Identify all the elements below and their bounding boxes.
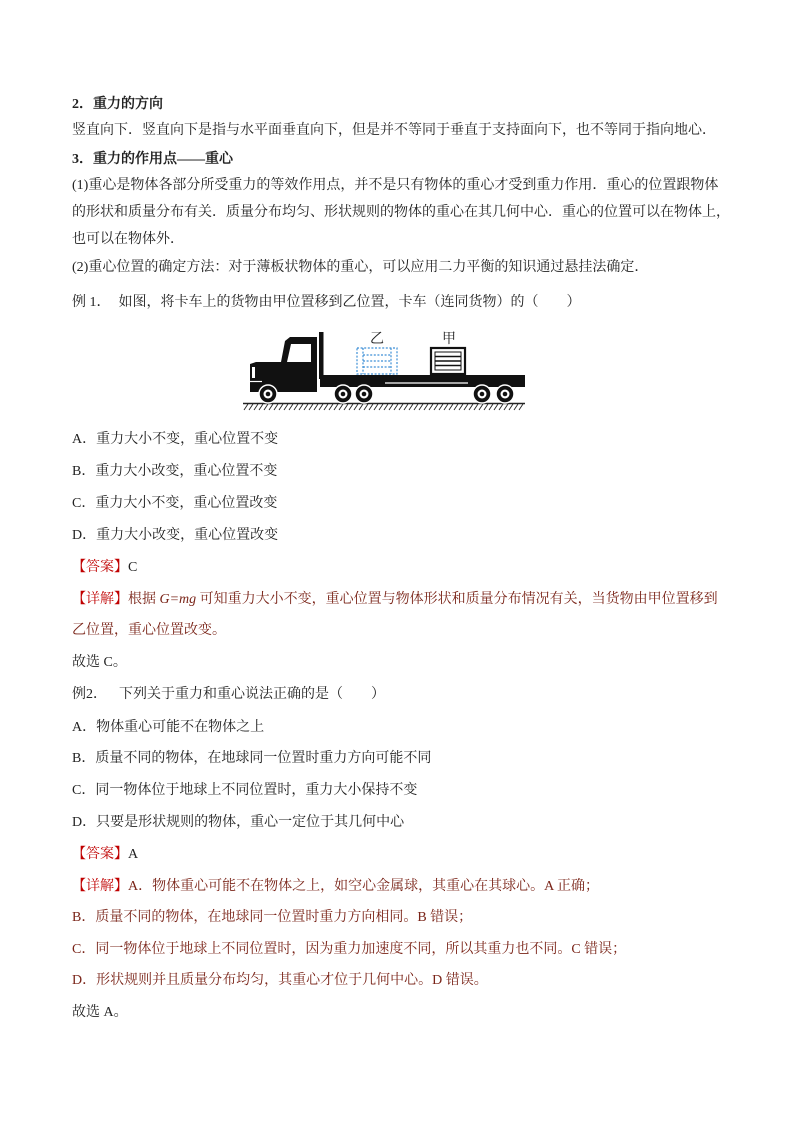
cab-grille (252, 367, 255, 378)
example1-answer (72, 559, 137, 577)
wheel (334, 385, 352, 403)
hatch-line (389, 404, 393, 410)
hatch-line (394, 404, 398, 410)
hatch-line (264, 404, 268, 410)
hatch-line (329, 404, 333, 410)
hatch-line (294, 404, 298, 410)
example1-explanation-line (72, 591, 718, 609)
answer-label: 【答案】 (72, 847, 128, 862)
explanation-text: 可知重力大小不变，重心位置与物体形状和质量分布情况有关，当货物由甲位置移到 (196, 592, 718, 607)
truck-figure (240, 326, 530, 418)
point1-line: 的形状和质量分布有关．质量分布均匀、形状规则的物体的重心在其几何中心．重心的位置可以在物体上， (72, 205, 730, 220)
hatch-line (244, 404, 248, 410)
hatch-line (254, 404, 258, 410)
hatch-line (284, 404, 288, 410)
explanation-label: 【详解】 (72, 879, 128, 894)
answer-value: C (128, 560, 138, 575)
example1-question (72, 294, 581, 312)
label-yi: 乙 (370, 331, 384, 347)
answer-label: 【答案】 (72, 560, 128, 575)
answer-value: A (128, 847, 139, 862)
hatch-line (479, 404, 483, 410)
hatch-line (349, 404, 353, 410)
hatch-line (424, 404, 428, 410)
hatch-line (379, 404, 383, 410)
hatch-line (499, 404, 503, 410)
example1-conclusion: 故选 C。 (72, 655, 127, 670)
hatch-line (459, 404, 463, 410)
wheel-hub (362, 392, 367, 397)
wheel (355, 385, 373, 403)
hatch-line (429, 404, 433, 410)
hatch-line (504, 404, 508, 410)
hatch-line (464, 404, 468, 410)
hatch-line (454, 404, 458, 410)
hatch-line (319, 404, 323, 410)
hatch-line (274, 404, 278, 410)
example2-stem: 下列关于重力和重心说法正确的是（ ） (119, 687, 385, 702)
hatch-line (414, 404, 418, 410)
hatch-line (259, 404, 263, 410)
example1-option-d: D．重力大小改变，重心位置改变 (72, 528, 279, 543)
hatch-line (519, 404, 523, 410)
hatch-line (344, 404, 348, 410)
hatch-line (299, 404, 303, 410)
hatch-line (434, 404, 438, 410)
hatch-line (249, 404, 253, 410)
truck (250, 332, 525, 403)
cargo-position-yi (357, 331, 397, 374)
heading-center-of-gravity: 3．重力的作用点——重心 (72, 152, 233, 167)
gravity-direction-text: 竖直向下．竖直向下是指与水平面垂直向下，但是并不等同于垂直于支持面向下，也不等同于指向地心． (72, 123, 716, 138)
example2-option-b: B．质量不同的物体，在地球同一位置时重力方向可能不同 (72, 751, 432, 766)
example2-label: 例2． (72, 687, 107, 702)
point1-line: 也可以在物体外． (72, 232, 184, 247)
hatch-line (494, 404, 498, 410)
example1-option-c: C．重力大小不变，重心位置改变 (72, 496, 278, 511)
wheel (259, 385, 277, 403)
wheel (496, 385, 514, 403)
hatch-line (324, 404, 328, 410)
wheel-hub (266, 392, 271, 397)
hatch-line (469, 404, 473, 410)
cab-window (287, 344, 311, 362)
hatch-line (279, 404, 283, 410)
ground-hatch (244, 404, 523, 410)
hatch-line (314, 404, 318, 410)
wheel-hub (480, 392, 485, 397)
ground (243, 404, 525, 411)
example1-option-a: A．重力大小不变，重心位置不变 (72, 432, 279, 447)
example1-stem: 如图，将卡车上的货物由甲位置移到乙位置，卡车（连同货物）的（ ） (118, 295, 581, 310)
hatch-line (369, 404, 373, 410)
example2-conclusion: 故选 A。 (72, 1005, 128, 1020)
hatch-line (334, 404, 338, 410)
hatch-line (289, 404, 293, 410)
heading-gravity-direction: 2．重力的方向 (72, 97, 163, 112)
hatch-line (374, 404, 378, 410)
hatch-line (269, 404, 273, 410)
explanation-label: 【详解】 (72, 592, 128, 607)
example1-label: 例 1． (72, 295, 111, 310)
hatch-line (509, 404, 513, 410)
point1-line: (1)重心是物体各部分所受重力的等效作用点，并不是只有物体的重心才受到重力作用．重心的位置跟物体 (72, 178, 719, 193)
formula: G=mg (159, 592, 197, 607)
hatch-line (399, 404, 403, 410)
hatch-line (439, 404, 443, 410)
hatch-line (364, 404, 368, 410)
hatch-line (354, 404, 358, 410)
hatch-line (444, 404, 448, 410)
hatch-line (474, 404, 478, 410)
wheel-hub (503, 392, 508, 397)
cargo-position-jia (431, 331, 465, 374)
label-jia: 甲 (442, 331, 456, 347)
hatch-line (419, 404, 423, 410)
example2-explanation-line: C．同一物体位于地球上不同位置时，因为重力加速度不同，所以其重力也不同。C 错误； (72, 942, 627, 957)
hatch-line (449, 404, 453, 410)
explanation-text: A．物体重心可能不在物体之上，如空心金属球，其重心在其球心。A 正确； (128, 879, 599, 894)
example2-question (72, 686, 385, 704)
hatch-line (309, 404, 313, 410)
hatch-line (404, 404, 408, 410)
trailer-bed (320, 375, 525, 387)
example2-explanation-line: D．形状规则并且质量分布均匀，其重心才位于几何中心。D 错误。 (72, 973, 488, 988)
hatch-line (339, 404, 343, 410)
wheel-hub (341, 392, 346, 397)
explanation-text: 根据 (128, 592, 160, 607)
hatch-line (514, 404, 518, 410)
hatch-line (359, 404, 363, 410)
example2-explanation-line: B．质量不同的物体，在地球同一位置时重力方向相同。B 错误； (72, 910, 473, 925)
example2-option-c: C．同一物体位于地球上不同位置时，重力大小保持不变 (72, 783, 418, 798)
example2-answer (72, 846, 138, 864)
hatch-line (409, 404, 413, 410)
example2-explanation-line (72, 878, 599, 896)
example1-explanation-line: 乙位置，重心位置改变。 (72, 623, 226, 638)
hatch-line (484, 404, 488, 410)
wheel (473, 385, 491, 403)
example1-option-b: B．重力大小改变，重心位置不变 (72, 464, 278, 479)
exhaust-stack (319, 332, 324, 379)
hatch-line (489, 404, 493, 410)
hatch-line (304, 404, 308, 410)
point2-text: (2)重心位置的确定方法：对于薄板状物体的重心，可以应用二力平衡的知识通过悬挂法确定． (72, 260, 649, 275)
example2-option-d: D．只要是形状规则的物体，重心一定位于其几何中心 (72, 815, 405, 830)
example2-option-a: A．物体重心可能不在物体之上 (72, 720, 265, 735)
hatch-line (384, 404, 388, 410)
